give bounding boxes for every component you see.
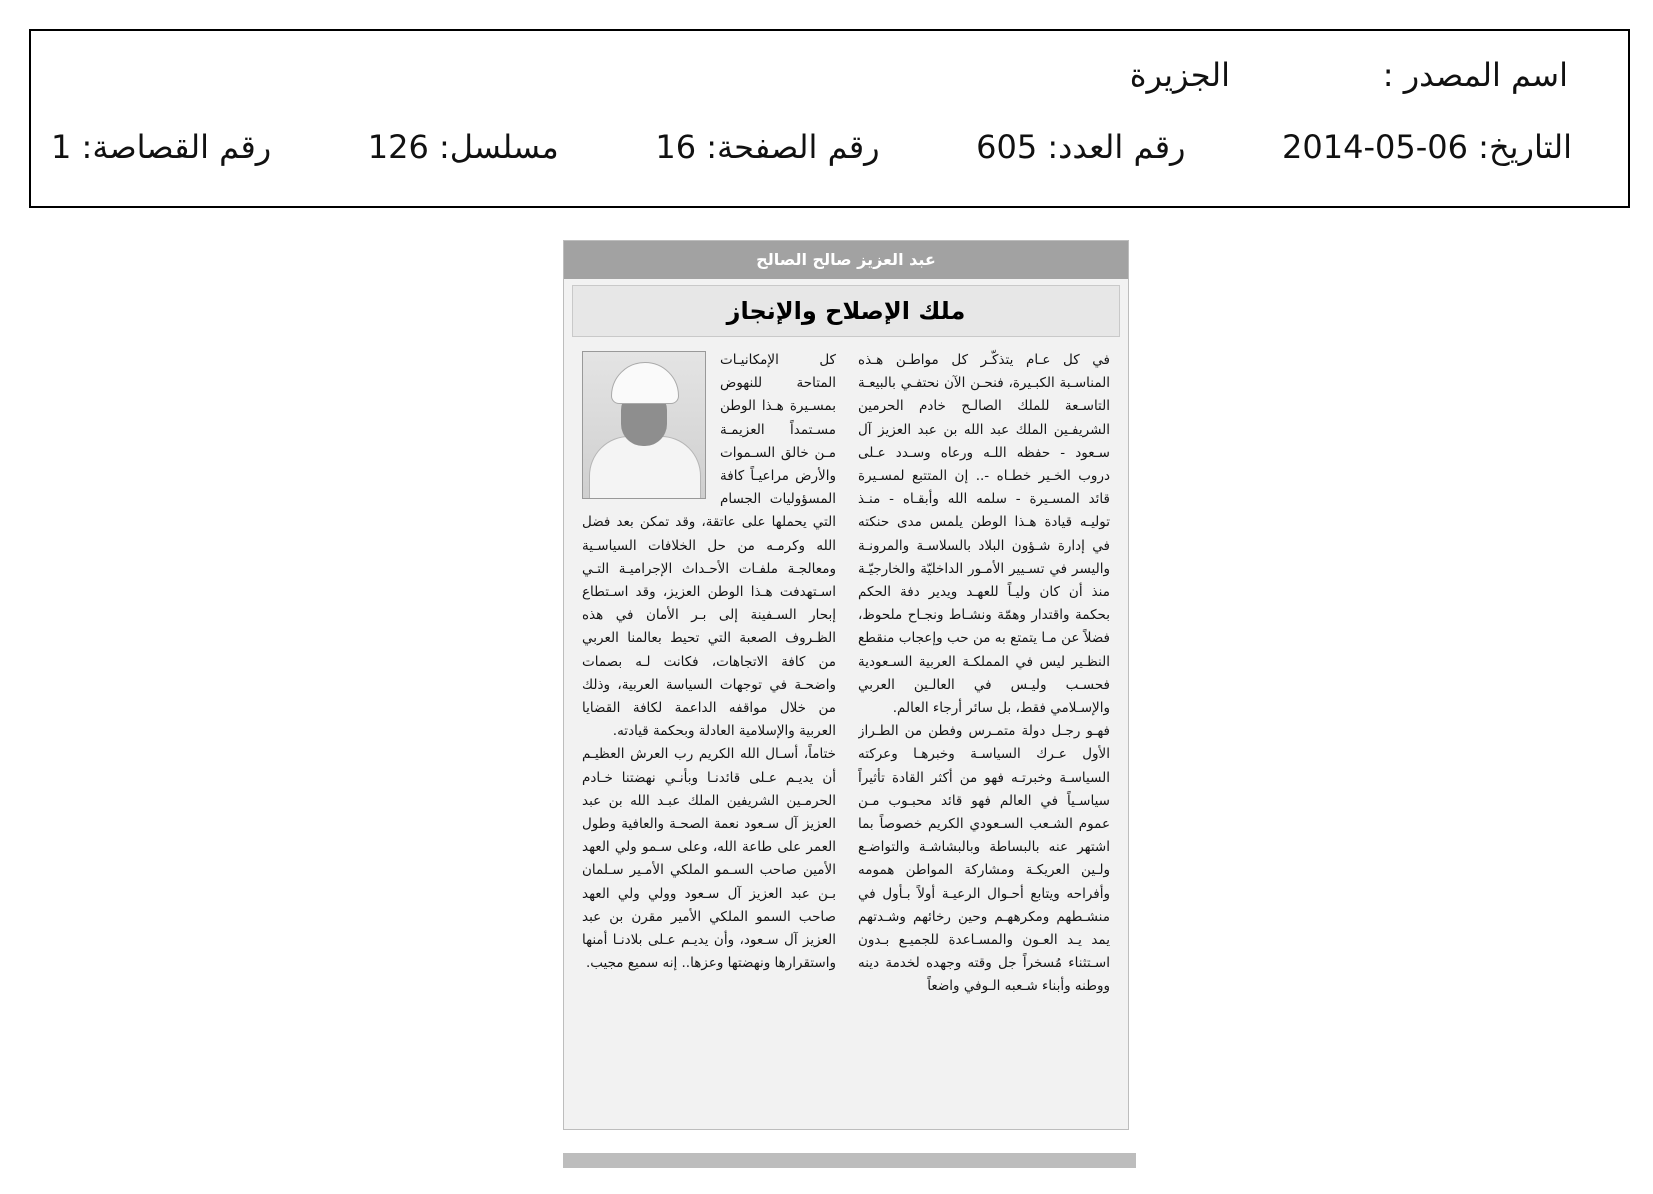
issue-field: رقم العدد: 605 bbox=[976, 128, 1186, 166]
article-paragraph: فهـو رجـل دولة متمـرس وفطن من الطـراز الأول عـرك السياسـة وخبرهـا وعركته السياسـة وخبرتـه فهو من أكثر القادة تأثيراً سياسـياً في العالم فهو قائد محبـوب مـن عموم الشـعب السـعودي الكريم خصوصاً بما اشتهر عنه بالبساطة وبالبشاشـة والتواضـع ولـين العريكـة ومشاركة المواطن همومه وأفراحه ويتابع أحـوال الرعيـة أولاً بـأول في منشـطهم ومكرههـم وحين رخائهم وشـدتهم يمد يـد العـون والمسـاعدة للجميـع بـدون اسـتثناء مُسخراً جل وقته وجهده لخدمة دينه ووطنه وأبناء شـعبه الـوفي واضعاً bbox=[858, 723, 1110, 995]
clip-field: رقم القصاصة: 1 bbox=[51, 128, 272, 166]
source-info-box bbox=[29, 29, 1630, 208]
article-paragraph: ختاماً، أسـال الله الكريم رب العرش العظيـم أن يديـم عـلى قائدنـا وبأنـي نهضتنا خـادم الحرمـين الشريفين الملك عبـد الله بن عبد العزيز آل سـعود نعمة الصحـة والعافية وطول العمر على طاعة الله، وعلى سـمو ولي العهد الأمين صاحب السـمو الملكي الأمـير سـلمان بـن عبد العزيز آل سـعود وولي ولي العهد صاحب السمو الملكي الأمير مقرن بن عبد العزيز آل سـعود، وأن يديـم عـلى بلادنـا أمنها واستقرارها ونهضتها وعزها.. إنه سميع مجيب. bbox=[582, 746, 836, 972]
article-paragraph: كل الإمكانيـات المتاحة للنهوض بمسـيرة هـذا الوطن مسـتمداً العزيمـة مـن خالق السـموات والأرض مراعيـاً كافة المسؤوليات الجسام التي يحملها على عاتقة، وقد تمكن بعد فضل الله وكرمـه من حل الخلافات السياسـية ومعالجـة ملفـات الأحـداث الإجراميـة التـي اسـتهدفت هـذا الوطن العزيز، وقد اسـتطاع إبحار السـفينة إلى بـر الأمان في هذه الظـروف الصعبة التي تحيط بعالمنا العربي من كافة الاتجاهات، فكانت لـه بصمات واضحـة في توجهات السياسة العربية، وذلك من خلال مواقفه الداعمة لكافة القضايا العربية والإسلامية العادلة وبحكمة قيادته. bbox=[582, 352, 836, 740]
article-paragraph: في كل عـام يتذكّـر كل مواطـن هـذه المناسـبة الكبـيرة، فنحـن الآن نحتفـي بالبيعـة التاسـعة للملك الصالـح خادم الحرمين الشريفـين الملك عبد الله بن عبد العزيز آل سـعود - حفظه اللـه ورعاه وسـدد عـلى دروب الخـير خطـاه -.. إن المتتبع لمسـيرة قائد المسـيرة - سلمه الله وأبقـاه - منـذ توليـه قيادة هـذا الوطن يلمس مدى حنكته في إدارة شـؤون البلاد بالسلاسـة والمرونـة واليسر في تسـيير الأمـور الداخليّة والخارجيّـة منذ أن كان وليـاً للعهـد ويدير دفة الحكم بحكمة واقتدار وهمّة ونشـاط ونجـاح ملحوظ، فضلاً عن مـا يتمتع به من حب وإعجاب منقطع النظـير ليس في المملكـة العربية السـعودية فحسـب وليـس في العالـين العربي والإسـلامي فقط، بل سائر أرجاء العالم. bbox=[858, 352, 1110, 717]
author-photo bbox=[582, 351, 706, 499]
bottom-divider bbox=[563, 1153, 1136, 1168]
page-field: رقم الصفحة: 16 bbox=[655, 128, 880, 166]
source-label: اسم المصدر : bbox=[1382, 56, 1568, 94]
source-value: الجزيرة bbox=[1129, 56, 1230, 94]
article-column-right bbox=[858, 349, 1110, 1119]
date-field: التاريخ: 06-05-2014 bbox=[1282, 128, 1572, 166]
author-photo-headdress bbox=[611, 362, 679, 404]
article-column-left bbox=[582, 349, 836, 1119]
author-name: عبد العزيز صالح الصالح bbox=[564, 241, 1128, 279]
article-clipping bbox=[563, 240, 1129, 1130]
meta-row bbox=[51, 127, 1572, 167]
article-title: ملك الإصلاح والإنجاز bbox=[572, 285, 1120, 337]
serial-field: مسلسل: 126 bbox=[367, 128, 559, 166]
